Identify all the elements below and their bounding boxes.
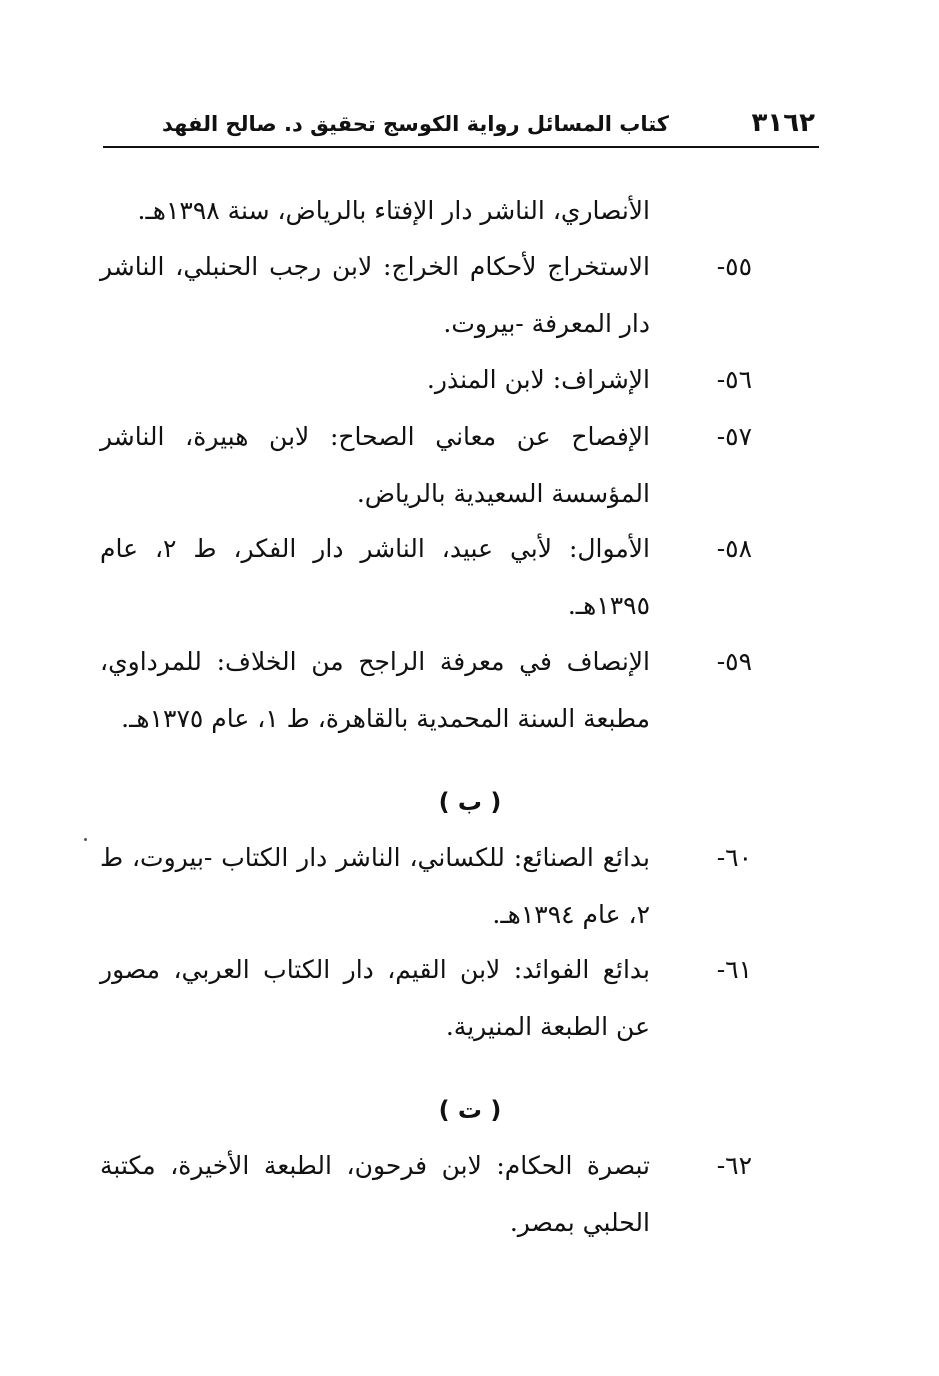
entry-number: ٥٥- (716, 252, 752, 281)
bibliography-entry-56 (100, 351, 752, 408)
bibliography-entry-60 (100, 829, 752, 943)
scan-speck (84, 838, 87, 841)
running-head (103, 104, 819, 142)
section-heading-ta: ( ت ) (438, 1096, 502, 1124)
book-title: كتاب المسائل رواية الكوسج تحقيق د. صالح الفهد (162, 112, 669, 136)
entry-number: ٦٢- (716, 1151, 752, 1180)
entry-text: بدائع الفوائد: لابن القيم، دار الكتاب العربي، مصور عن الطبعة المنيرية. (100, 955, 650, 1041)
bibliography-entry-55 (100, 238, 752, 352)
entry-number: ٥٧- (716, 422, 752, 451)
continuation-text: الأنصاري، الناشر دار الإفتاء بالرياض، سنة ١٣٩٨هـ. (137, 196, 650, 225)
section-heading-ba: ( ب ) (438, 788, 502, 816)
entry-number: ٥٨- (716, 534, 752, 563)
entry-text: الإشراف: لابن المنذر. (426, 365, 650, 394)
page-number: ٣١٦٢ (751, 108, 815, 138)
entry-text: تبصرة الحكام: لابن فرحون، الطبعة الأخيرة، مكتبة الحلبي بمصر. (100, 1151, 650, 1237)
entry-text: الأموال: لأبي عبيد، الناشر دار الفكر، ط ٢، عام ١٣٩٥هـ. (100, 534, 650, 620)
bibliography-entry-57 (100, 408, 752, 522)
entry-number: ٦١- (716, 955, 752, 984)
bibliography-entry-61 (100, 941, 752, 1055)
bibliography-entry-58 (100, 520, 752, 634)
entry-text: بدائع الصنائع: للكساني، الناشر دار الكتاب -بيروت، ط ٢، عام ١٣٩٤هـ. (100, 843, 650, 929)
header-rule (103, 146, 819, 148)
entry-text: الإفصاح عن معاني الصحاح: لابن هبيرة، الناشر المؤسسة السعيدية بالرياض. (100, 422, 650, 508)
bibliography-entry-59 (100, 633, 752, 747)
entry-text: الإنصاف في معرفة الراجح من الخلاف: للمرداوي، مطبعة السنة المحمدية بالقاهرة، ط ١، عام ١٣٧٥هـ. (100, 647, 650, 733)
entry-number: ٦٠- (716, 843, 752, 872)
bibliography-entry-62 (100, 1137, 752, 1251)
entry-number: ٥٩- (716, 647, 752, 676)
entry-text: الاستخراج لأحكام الخراج: لابن رجب الحنبلي، الناشر دار المعرفة -بيروت. (100, 252, 650, 338)
entry-number: ٥٦- (716, 365, 752, 394)
